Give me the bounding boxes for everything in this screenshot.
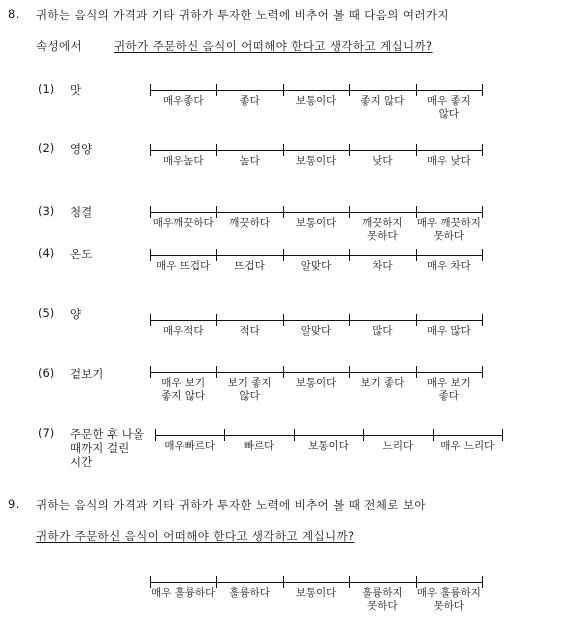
- q8-item-7-tick-3[interactable]: [363, 429, 364, 441]
- q8-item-1-option-2[interactable]: [239, 95, 259, 108]
- q8-item-3-option-3-text: 보통이다: [295, 217, 337, 229]
- q8-item-7-option-1[interactable]: [164, 440, 215, 453]
- q8-item-7-axis-line: [155, 435, 502, 436]
- q8-item-1-number: (1): [38, 82, 55, 96]
- q9-option-3-text: 보통이다: [295, 587, 337, 599]
- q8-item-6-tick-3[interactable]: [349, 366, 350, 378]
- q8-item-5-option-2-text: 적다: [239, 325, 260, 337]
- q8-item-7-number: (7): [38, 426, 55, 440]
- q8-item-6-option-2-text: 않다: [239, 390, 260, 402]
- q8-item-5-option-1-text: 매우적다: [162, 325, 204, 337]
- q9-option-5[interactable]: [417, 587, 481, 613]
- q8-item-6-tick-4[interactable]: [416, 366, 417, 378]
- q9-text-line1: 귀하는 음식의 가격과 기타 귀하가 투자한 노력에 비추어 볼 때 전체로 보아: [36, 498, 426, 512]
- q8-item-6-option-2-text: 보기 좋지: [227, 377, 272, 389]
- q8-item-7-tick-5[interactable]: [502, 429, 503, 441]
- q8-item-3-option-4[interactable]: [362, 217, 403, 243]
- q8-item-1-option-4-text: 좋지 않다: [360, 95, 405, 107]
- q8-item-3-axis-line: [150, 212, 482, 213]
- q8-item-6-tick-1[interactable]: [216, 366, 217, 378]
- q8-item-5-tick-5[interactable]: [482, 314, 483, 326]
- q9-option-4-text: 훌륭하지: [362, 587, 403, 599]
- q8-item-3-option-5[interactable]: [417, 217, 481, 243]
- q8-item-6-tick-5[interactable]: [482, 366, 483, 378]
- q8-item-7-option-4-text: 느리다: [382, 440, 414, 452]
- q8-item-3-number: (3): [38, 204, 55, 218]
- q8-item-2-tick-0[interactable]: [150, 144, 151, 156]
- q9-tick-3[interactable]: [349, 576, 350, 588]
- q8-item-7-tick-1[interactable]: [224, 429, 225, 441]
- q8-item-2-tick-4[interactable]: [416, 144, 417, 156]
- q8-item-5-tick-4[interactable]: [416, 314, 417, 326]
- q8-item-6-option-3[interactable]: [296, 377, 337, 390]
- q8-item-3-tick-0[interactable]: [150, 206, 151, 218]
- q8-item-4-option-2[interactable]: [234, 260, 264, 273]
- q8-item-1-tick-4[interactable]: [416, 84, 417, 96]
- q8-item-5-option-3[interactable]: [301, 325, 331, 338]
- q8-item-5-option-5-text: 매우 많다: [426, 325, 471, 337]
- q8-item-1-option-5[interactable]: [427, 95, 471, 121]
- q8-item-4-label: 온도: [70, 247, 93, 261]
- q8-item-4-option-5-text: 매우 차다: [426, 260, 471, 272]
- q8-item-6-option-4[interactable]: [360, 377, 404, 390]
- q8-item-2-axis-line: [150, 150, 482, 151]
- q8-item-3-tick-3[interactable]: [349, 206, 350, 218]
- q8-item-3-option-1-text: 매우깨끗하다: [152, 217, 214, 229]
- q8-item-4-option-4[interactable]: [372, 260, 392, 273]
- q8-item-7-option-2[interactable]: [244, 440, 274, 453]
- q8-item-3-tick-5[interactable]: [482, 206, 483, 218]
- q8-item-3-tick-1[interactable]: [216, 206, 217, 218]
- q8-item-4-option-1-text: 매우 뜨겁다: [156, 260, 211, 272]
- q8-item-6-option-1-text: 좋지 않다: [161, 390, 206, 402]
- q8-item-3-rating-line: [150, 212, 482, 213]
- q8-item-5-tick-0[interactable]: [150, 314, 151, 326]
- q8-item-7-tick-4[interactable]: [433, 429, 434, 441]
- q8-item-2-option-5[interactable]: [427, 155, 471, 168]
- q8-item-2-tick-1[interactable]: [216, 144, 217, 156]
- q8-item-2-tick-2[interactable]: [283, 144, 284, 156]
- q8-item-7-option-5[interactable]: [440, 440, 494, 453]
- q8-item-2-option-2-text: 높다: [239, 155, 260, 167]
- q8-item-5-option-4[interactable]: [372, 325, 392, 338]
- q9-tick-1[interactable]: [216, 576, 217, 588]
- q8-item-5-label: 양: [70, 307, 82, 321]
- q8-text-line2-prefix: 속성에서: [36, 39, 83, 53]
- q8-item-4-axis-line: [150, 255, 482, 256]
- q8-item-7-option-1-text: 매우빠르다: [164, 440, 216, 452]
- q8-item-1-tick-0[interactable]: [150, 84, 151, 96]
- q8-item-6-label: 겉보기: [70, 367, 104, 381]
- q8-item-4-tick-3[interactable]: [349, 249, 350, 261]
- q8-item-2-option-2[interactable]: [239, 155, 259, 168]
- q9-option-4[interactable]: [362, 587, 403, 613]
- q8-item-6-option-2[interactable]: [228, 377, 272, 403]
- q8-item-1-option-3-text: 보통이다: [295, 95, 337, 107]
- q9-number: 9.: [8, 497, 20, 511]
- q8-item-6-option-5[interactable]: [427, 377, 471, 403]
- q8-item-6-tick-0[interactable]: [150, 366, 151, 378]
- q8-item-4-tick-2[interactable]: [283, 249, 284, 261]
- q9-axis-line: [150, 582, 482, 583]
- q8-item-7-tick-0[interactable]: [155, 429, 156, 441]
- q8-item-7-tick-2[interactable]: [294, 429, 295, 441]
- q9-option-2-text: 훌륭하다: [229, 587, 270, 599]
- q8-item-7-label-line3: 시간: [70, 455, 93, 469]
- q8-item-2-option-4[interactable]: [372, 155, 392, 168]
- q8-item-6-axis-line: [150, 372, 482, 373]
- q8-item-1-tick-2[interactable]: [283, 84, 284, 96]
- q8-item-6-option-5-text: 좋다: [438, 390, 459, 402]
- q8-item-2-option-5-text: 매우 낮다: [426, 155, 471, 167]
- q8-item-4-option-4-text: 차다: [372, 260, 393, 272]
- q8-item-4-option-5[interactable]: [427, 260, 471, 273]
- q8-item-3-tick-2[interactable]: [283, 206, 284, 218]
- q8-item-2-rating-line: [150, 150, 482, 151]
- q8-text-line2-underlined: 귀하가 주문하신 음식이 어떠해야 한다고 생각하고 계십니까?: [114, 39, 433, 53]
- q8-item-7-option-2-text: 빠르다: [243, 440, 275, 452]
- q9-option-2[interactable]: [229, 587, 270, 600]
- q8-item-5-tick-3[interactable]: [349, 314, 350, 326]
- q8-item-6-option-4-text: 보기 좋다: [360, 377, 405, 389]
- q8-item-1-tick-1[interactable]: [216, 84, 217, 96]
- q8-item-2-option-3-text: 보통이다: [295, 155, 337, 167]
- q8-item-3-label: 청결: [70, 205, 93, 219]
- q8-item-3-option-3[interactable]: [296, 217, 337, 230]
- q8-item-3-option-2-text: 깨끗하다: [229, 217, 270, 229]
- q8-item-5-option-3-text: 알맞다: [300, 325, 332, 337]
- q8-item-2-option-3[interactable]: [296, 155, 337, 168]
- q8-item-1-option-3[interactable]: [296, 95, 337, 108]
- q8-item-2-tick-3[interactable]: [349, 144, 350, 156]
- q8-item-1-axis-line: [150, 90, 482, 91]
- q8-text-line1: 귀하는 음식의 가격과 기타 귀하가 투자한 노력에 비추어 볼 때 다음의 여러가지: [36, 8, 449, 22]
- q8-item-1-option-4[interactable]: [360, 95, 404, 108]
- q8-item-6-option-5-text: 매우 보기: [426, 377, 471, 389]
- q9-option-1-text: 매우 훌륭하다: [151, 587, 216, 599]
- q8-item-2-option-4-text: 낮다: [372, 155, 393, 167]
- q8-item-6-option-1[interactable]: [161, 377, 205, 403]
- q8-item-7-option-5-text: 매우 느리다: [440, 440, 495, 452]
- q8-item-3-option-1[interactable]: [153, 217, 214, 230]
- q8-item-1-option-1[interactable]: [163, 95, 204, 108]
- q9-option-5-text: 매우 훌륭하지: [416, 587, 481, 599]
- q8-item-4-tick-1[interactable]: [216, 249, 217, 261]
- q8-item-7-label: 주문한 후 나올: [70, 427, 144, 441]
- q8-item-5-number: (5): [38, 306, 55, 320]
- q8-item-3-option-4-text: 깨끗하지: [362, 217, 403, 229]
- q8-item-4-option-2-text: 뜨겁다: [234, 260, 265, 272]
- q8-item-4-option-3-text: 알맞다: [300, 260, 332, 272]
- q8-item-7-option-3-text: 보통이다: [308, 440, 349, 452]
- q8-item-6-rating-line: [150, 372, 482, 373]
- q9-option-5-text: 못하다: [433, 600, 465, 612]
- q8-item-7-option-4[interactable]: [383, 440, 413, 453]
- q8-item-4-tick-0[interactable]: [150, 249, 151, 261]
- q8-item-4-tick-4[interactable]: [416, 249, 417, 261]
- q8-item-4-option-3[interactable]: [301, 260, 331, 273]
- q8-item-7-label-line2: 때까지 걸린: [70, 441, 130, 455]
- q8-item-1-rating-line: [150, 90, 482, 91]
- q8-item-4-option-1[interactable]: [156, 260, 210, 273]
- q8-item-1-option-1-text: 매우좋다: [162, 95, 204, 107]
- q8-item-7-rating-line: [155, 435, 502, 436]
- q8-item-1-tick-3[interactable]: [349, 84, 350, 96]
- q9-rating-line: [150, 582, 482, 583]
- q8-item-5-option-1[interactable]: [163, 325, 204, 338]
- q8-item-4-tick-5[interactable]: [482, 249, 483, 261]
- q8-item-5-option-4-text: 많다: [372, 325, 393, 337]
- q8-item-5-option-2[interactable]: [239, 325, 259, 338]
- q8-item-2-tick-5[interactable]: [482, 144, 483, 156]
- q9-tick-5[interactable]: [482, 576, 483, 588]
- q8-item-3-option-5-text: 못하다: [433, 230, 465, 242]
- q9-option-4-text: 못하다: [367, 600, 398, 612]
- q8-item-6-number: (6): [38, 366, 55, 380]
- q9-text-line2-underlined: 귀하가 주문하신 음식이 어떠해야 한다고 생각하고 계십니까?: [36, 529, 355, 543]
- q9-tick-2[interactable]: [283, 576, 284, 588]
- q8-item-1-option-5-text: 않다: [438, 108, 459, 120]
- q8-item-3-option-4-text: 못하다: [367, 230, 398, 242]
- q9-option-1[interactable]: [151, 587, 215, 600]
- q8-item-3-option-5-text: 매우 깨끗하지: [416, 217, 481, 229]
- q8-item-2-number: (2): [38, 141, 55, 155]
- q8-item-2-option-1-text: 매우높다: [162, 155, 204, 167]
- q8-item-1-label: 맛: [70, 83, 82, 97]
- q8-item-2-label: 영양: [70, 142, 93, 156]
- q8-item-5-rating-line: [150, 320, 482, 321]
- q8-number: 8.: [8, 7, 20, 21]
- q8-item-1-tick-5[interactable]: [482, 84, 483, 96]
- q8-item-5-option-5[interactable]: [427, 325, 471, 338]
- q8-item-4-number: (4): [38, 246, 55, 260]
- q8-item-6-option-3-text: 보통이다: [295, 377, 337, 389]
- q8-item-7-option-3[interactable]: [308, 440, 349, 453]
- q8-item-4-rating-line: [150, 255, 482, 256]
- q8-item-5-axis-line: [150, 320, 482, 321]
- q8-item-1-option-2-text: 좋다: [239, 95, 260, 107]
- q8-item-5-tick-2[interactable]: [283, 314, 284, 326]
- q8-item-6-option-1-text: 매우 보기: [161, 377, 206, 389]
- q9-option-3[interactable]: [296, 587, 337, 600]
- q8-item-6-tick-2[interactable]: [283, 366, 284, 378]
- q8-item-2-option-1[interactable]: [163, 155, 204, 168]
- q8-item-5-tick-1[interactable]: [216, 314, 217, 326]
- q8-item-3-option-2[interactable]: [229, 217, 270, 230]
- q8-item-1-option-5-text: 매우 좋지: [426, 95, 471, 107]
